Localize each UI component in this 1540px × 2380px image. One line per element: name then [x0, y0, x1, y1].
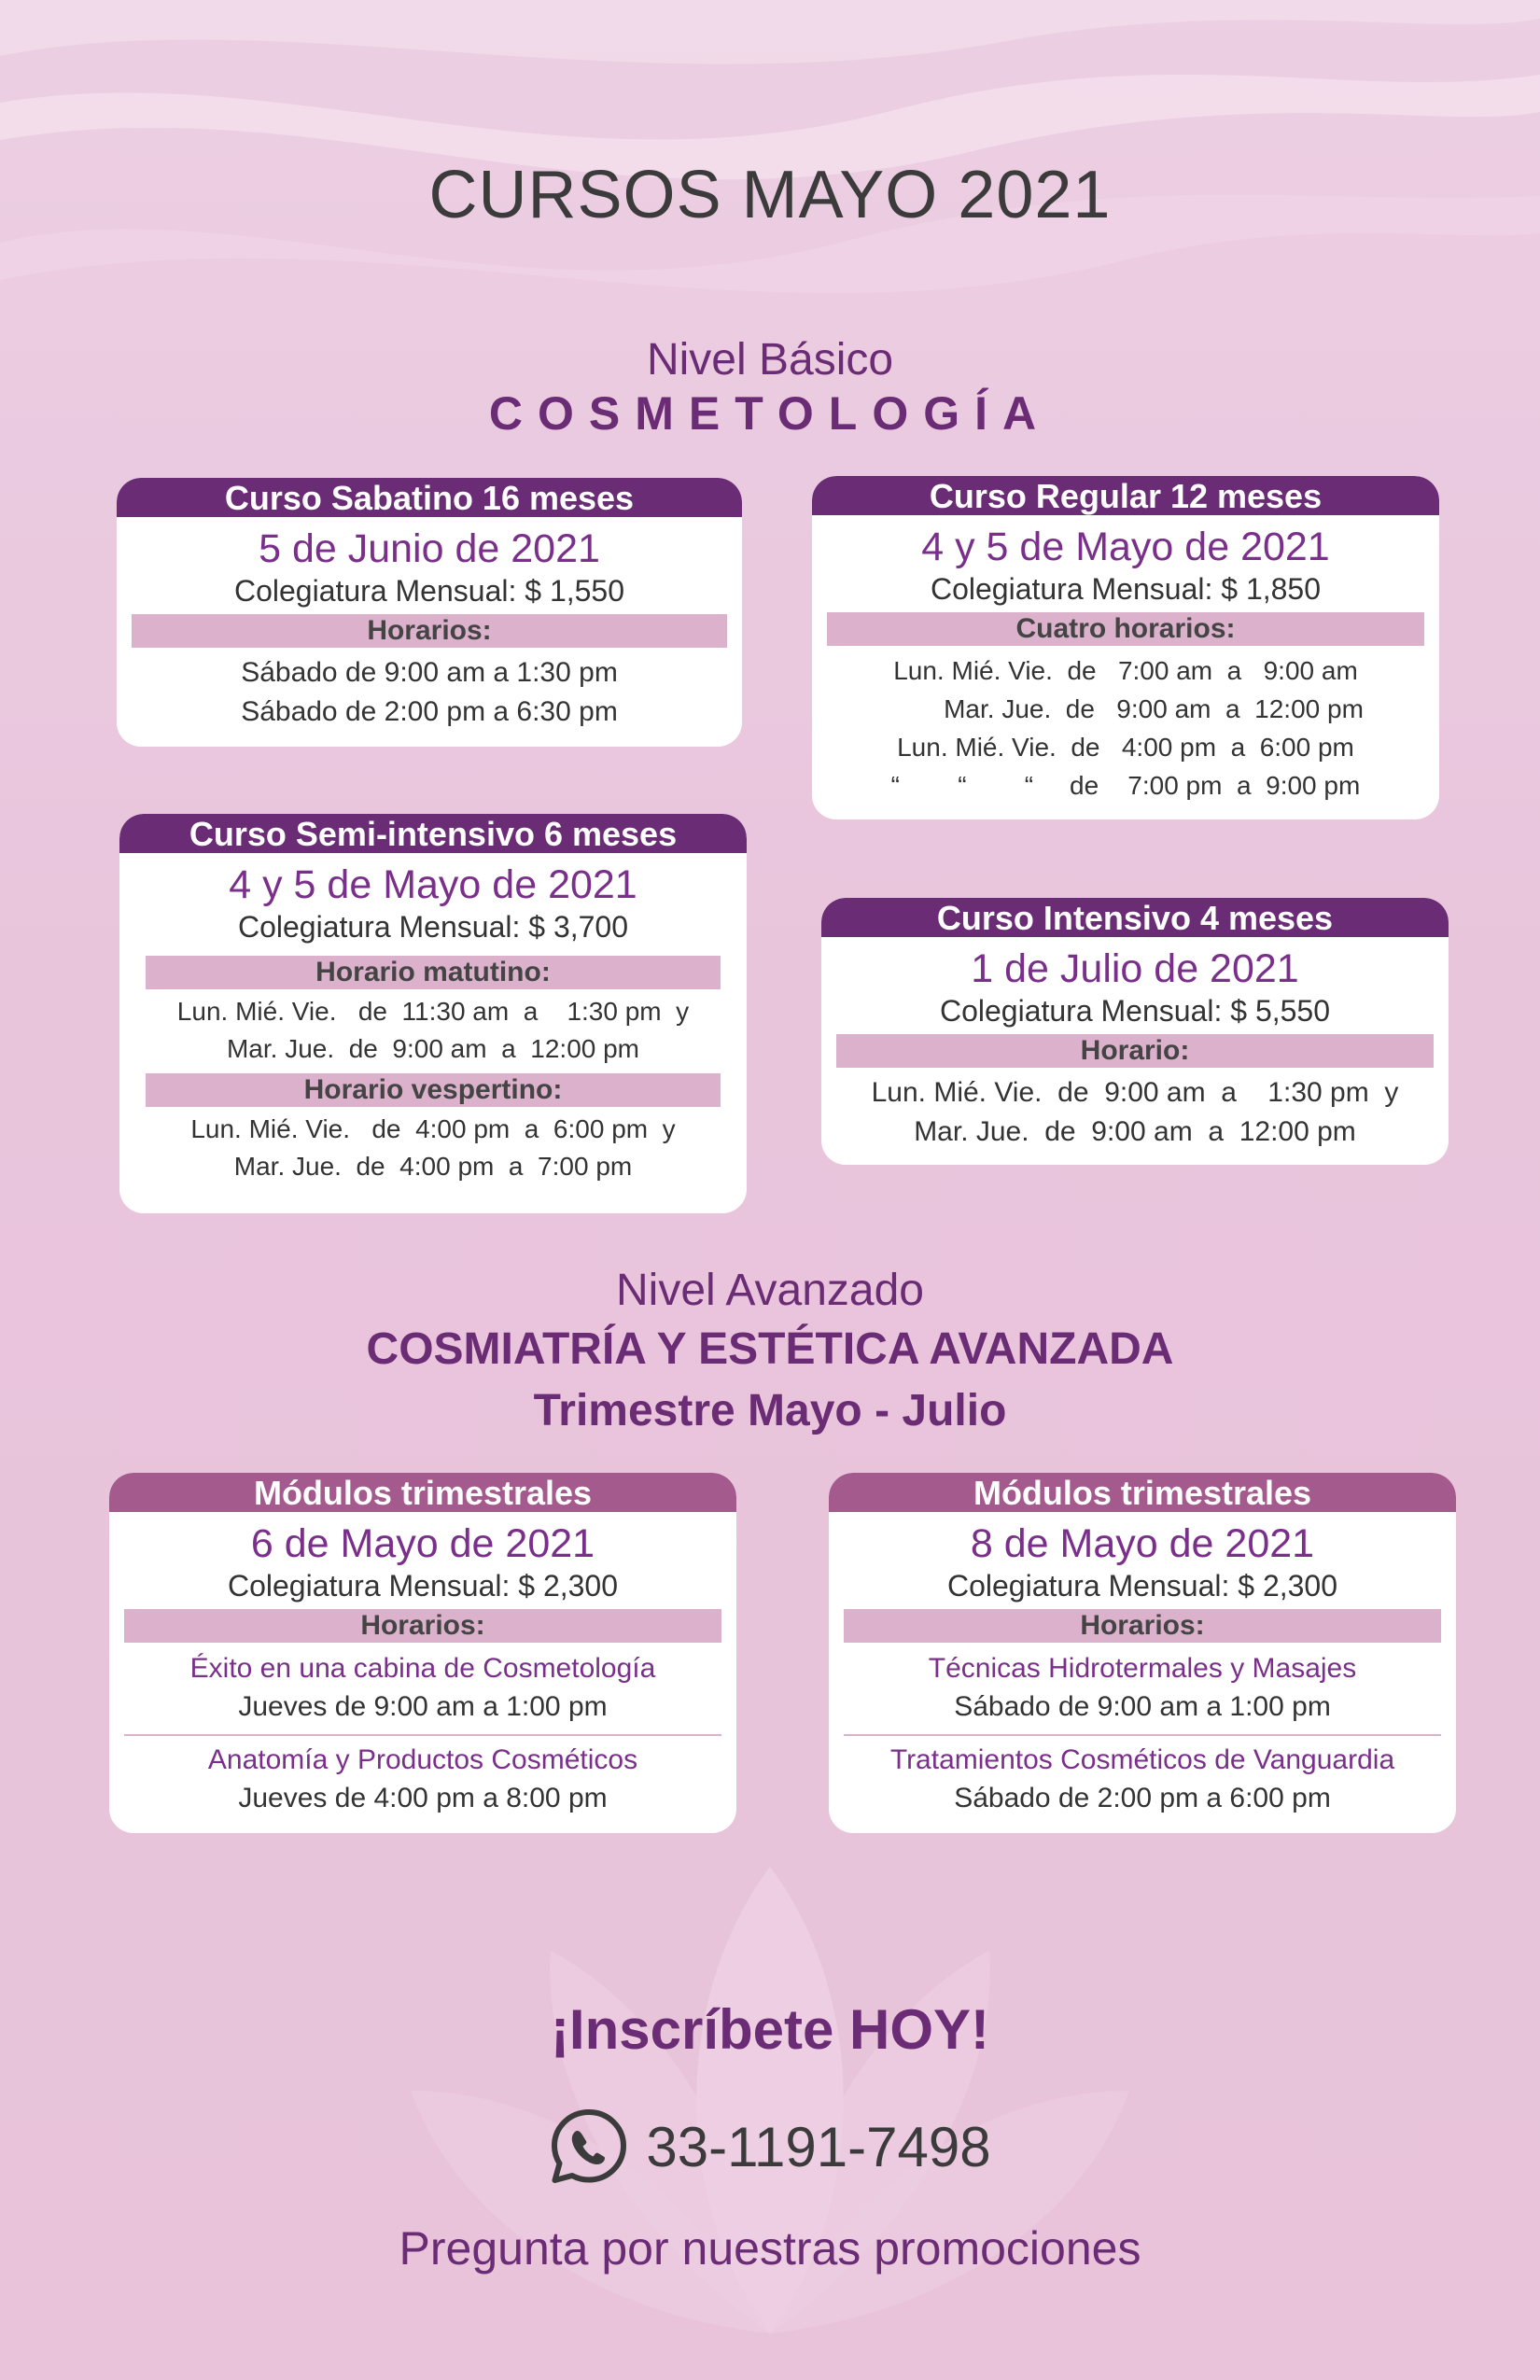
start-date: 8 de Mayo de 2021 [970, 1521, 1315, 1566]
whatsapp-icon [549, 2107, 629, 2187]
schedule-line: Lun. Mié. Vie. de 11:30 am a 1:30 pm y [176, 997, 690, 1026]
module-name: Tratamientos Cosméticos de Vanguardia [889, 1744, 1395, 1775]
card-header: Curso Intensivo 4 meses [821, 898, 1449, 937]
schedule-line: Lun. Mié. Vie. de 9:00 am a 1:30 pm y [871, 1077, 1399, 1108]
basic-level-label: Nivel Básico [646, 335, 894, 385]
phone-contact[interactable] [0, 2105, 1540, 2189]
card-regular [812, 476, 1439, 819]
start-date: 6 de Mayo de 2021 [250, 1521, 595, 1566]
monthly-fee: Colegiatura Mensual: $ 2,300 [227, 1569, 619, 1603]
schedule-line: Mar. Jue. de 9:00 am a 12:00 pm [226, 1034, 640, 1063]
start-date: 5 de Junio de 2021 [259, 526, 600, 571]
advanced-program-title: COSMIATRÍA Y ESTÉTICA AVANZADA [366, 1324, 1174, 1374]
module-name: Anatomía y Productos Cosméticos [207, 1744, 638, 1775]
card-semi-intensivo [119, 814, 747, 1213]
card-header: Módulos trimestrales [829, 1473, 1456, 1512]
schedule-band: Horarios: [132, 614, 727, 648]
divider [844, 1734, 1441, 1736]
schedule-line: Mar. Jue. de 4:00 pm a 7:00 pm [233, 1152, 633, 1181]
advanced-level-label: Nivel Avanzado [616, 1266, 924, 1315]
schedule-band: Horario: [836, 1034, 1434, 1068]
card-intensivo [821, 898, 1449, 1165]
start-date: 4 y 5 de Mayo de 2021 [229, 862, 637, 907]
card-modulos-left [109, 1473, 736, 1833]
schedule-line: Sábado de 9:00 am a 1:30 pm [241, 657, 618, 688]
card-header: Módulos trimestrales [109, 1473, 736, 1512]
evening-band: Horario vespertino: [146, 1073, 721, 1107]
schedule-band: Horarios: [844, 1609, 1441, 1643]
start-date: 4 y 5 de Mayo de 2021 [921, 525, 1330, 569]
monthly-fee: Colegiatura Mensual: $ 2,300 [946, 1569, 1338, 1603]
monthly-fee: Colegiatura Mensual: $ 1,850 [930, 572, 1322, 606]
morning-band: Horario matutino: [146, 956, 721, 989]
card-header: Curso Semi-intensivo 6 meses [119, 814, 747, 853]
schedule-line: Mar. Jue. de 9:00 am a 12:00 pm [944, 694, 1364, 723]
monthly-fee: Colegiatura Mensual: $ 3,700 [237, 910, 629, 944]
advanced-period: Trimestre Mayo - Julio [533, 1386, 1007, 1435]
promo-text: Pregunta por nuestras promociones [399, 2222, 1141, 2275]
schedule-band: Horarios: [124, 1609, 721, 1643]
schedule-line: Jueves de 9:00 am a 1:00 pm [238, 1691, 608, 1722]
lotus-watermark [392, 1848, 1148, 2352]
schedule-line: Sábado de 2:00 pm a 6:00 pm [954, 1783, 1331, 1813]
schedule-line: “ “ “ de 7:00 pm a 9:00 pm [890, 771, 1361, 800]
page-title: CURSOS MAYO 2021 [428, 158, 1112, 232]
cta-heading: ¡Inscríbete HOY! [550, 1998, 990, 2061]
basic-program-title: COSMETOLOGÍA [488, 387, 1052, 440]
monthly-fee: Colegiatura Mensual: $ 5,550 [939, 994, 1331, 1028]
schedule-line: Lun. Mié. Vie. de 4:00 pm a 6:00 pm [897, 733, 1354, 762]
schedule-band: Cuatro horarios: [827, 612, 1424, 646]
card-header: Curso Sabatino 16 meses [117, 478, 742, 517]
card-header: Curso Regular 12 meses [812, 476, 1439, 515]
schedule-line: Sábado de 2:00 pm a 6:30 pm [241, 696, 618, 727]
card-sabatino [117, 478, 742, 747]
module-name: Técnicas Hidrotermales y Masajes [928, 1653, 1357, 1684]
schedule-line: Jueves de 4:00 pm a 8:00 pm [238, 1783, 608, 1813]
module-name: Éxito en una cabina de Cosmetología [189, 1653, 656, 1684]
start-date: 1 de Julio de 2021 [971, 946, 1299, 991]
schedule-line: Mar. Jue. de 9:00 am a 12:00 pm [914, 1116, 1356, 1147]
schedule-line: Sábado de 9:00 am a 1:00 pm [954, 1691, 1331, 1722]
card-modulos-right [829, 1473, 1456, 1833]
monthly-fee: Colegiatura Mensual: $ 1,550 [233, 574, 625, 608]
schedule-line: Lun. Mié. Vie. de 4:00 pm a 6:00 pm y [190, 1114, 676, 1143]
divider [124, 1734, 721, 1736]
phone-number[interactable]: 33-1191-7498 [646, 2115, 991, 2178]
schedule-line: Lun. Mié. Vie. de 7:00 am a 9:00 am [893, 656, 1358, 685]
